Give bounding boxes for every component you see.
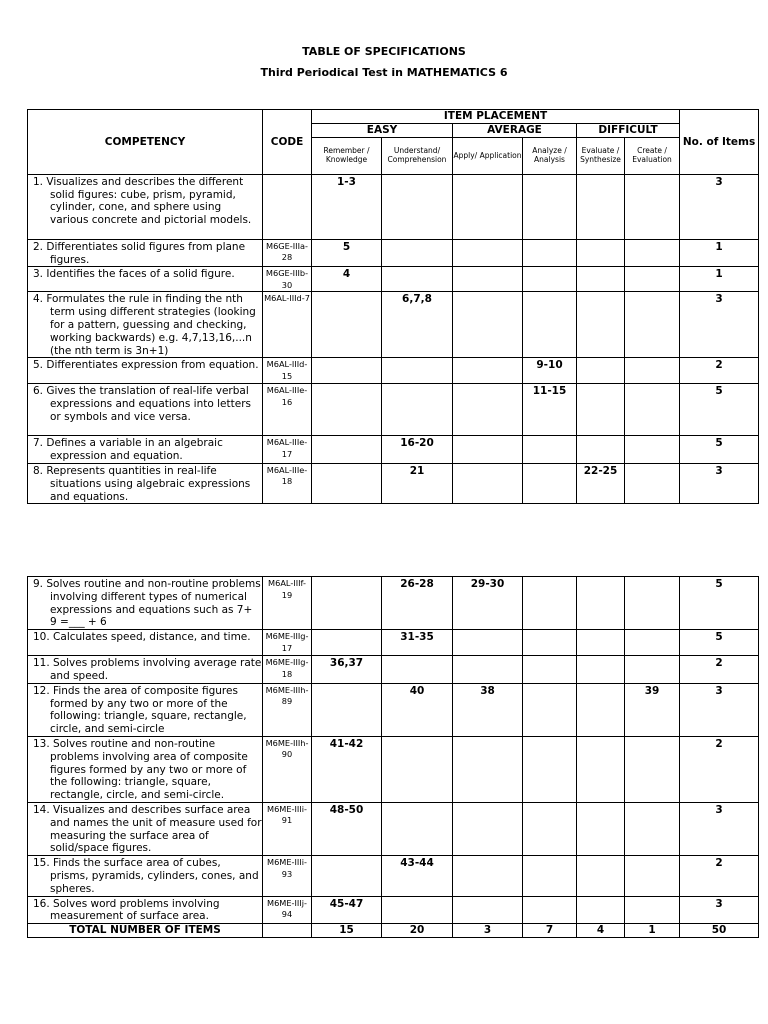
items-cell: 5 <box>680 384 759 436</box>
totals-label: TOTAL NUMBER OF ITEMS <box>28 924 263 938</box>
difficult-header: DIFFICULT <box>577 124 680 138</box>
apply-cell <box>453 358 523 384</box>
competency-text: Gives the translation of real-life verbal expressions and equations into letters or symbols and vice versa. <box>46 385 251 423</box>
apply-cell: 38 <box>453 683 523 736</box>
code-cell: M6ME-IIIh-90 <box>263 736 312 802</box>
code-cell: M6AL-IIIf-19 <box>263 577 312 630</box>
no-items-header: No. of Items <box>680 110 759 175</box>
competency-number: 3. <box>33 268 44 281</box>
competency-number: 6. <box>33 385 44 398</box>
remember-cell <box>312 358 382 384</box>
competency-cell <box>28 384 263 436</box>
remember-cell <box>312 856 382 896</box>
competency-cell <box>28 267 263 292</box>
create-cell <box>625 267 680 292</box>
understand-cell <box>382 656 453 684</box>
table-row <box>28 630 759 656</box>
items-cell: 5 <box>680 436 759 464</box>
remember-cell <box>312 384 382 436</box>
totals-code <box>263 924 312 938</box>
analyze-cell <box>523 463 577 503</box>
understand-cell: 40 <box>382 683 453 736</box>
competency-text: Calculates speed, distance, and time. <box>53 631 251 644</box>
competency-number: 14. <box>33 803 50 816</box>
competency-number: 2. <box>33 240 44 253</box>
competency-text: Defines a variable in an algebraic expression and equation. <box>46 437 223 463</box>
competency-text: Differentiates expression from equation. <box>46 359 259 372</box>
specification-table-part-1 <box>27 109 759 504</box>
competency-text: Formulates the rule in finding the nth term using different strategies (looking for a pattern, guessing and checking, working backwards) e.g. 4,7,13,16,...n (the nth term is 3n+1) <box>46 293 256 357</box>
competency-number: 13. <box>33 737 50 750</box>
code-cell <box>263 174 312 239</box>
understand-cell <box>382 384 453 436</box>
evaluate-cell <box>577 683 625 736</box>
evaluate-cell <box>577 802 625 855</box>
items-cell: 1 <box>680 239 759 267</box>
table-row <box>28 174 759 239</box>
competency-text: Solves problems involving average rate and speed. <box>50 657 262 682</box>
remember-cell: 1-3 <box>312 174 382 239</box>
remember-cell <box>312 436 382 464</box>
create-cell <box>625 736 680 802</box>
items-cell: 5 <box>680 630 759 656</box>
apply-cell <box>453 174 523 239</box>
competency-cell <box>28 239 263 267</box>
code-cell: M6ME-IIIi-91 <box>263 802 312 855</box>
apply-cell <box>453 802 523 855</box>
evaluate-cell: 22-25 <box>577 463 625 503</box>
remember-cell: 36,37 <box>312 656 382 684</box>
competency-text: Finds the area of composite figures formed by any two or more of the following: triangle, square, rectangle, circle, and semi-circle <box>50 684 247 736</box>
evaluate-cell <box>577 436 625 464</box>
competency-number: 16. <box>33 897 50 910</box>
competency-text: Visualizes and describes surface area and names the unit of measure used for measuring the surface area of solid/space figures. <box>50 803 262 855</box>
table-row <box>28 358 759 384</box>
apply-cell <box>453 436 523 464</box>
analyze-cell <box>523 802 577 855</box>
remember-cell: 4 <box>312 267 382 292</box>
items-cell: 3 <box>680 174 759 239</box>
items-cell: 2 <box>680 656 759 684</box>
document-title: TABLE OF SPECIFICATIONS <box>302 45 466 58</box>
table-row <box>28 802 759 855</box>
create-cell <box>625 656 680 684</box>
evaluate-cell <box>577 239 625 267</box>
evaluate-cell <box>577 292 625 358</box>
competency-cell <box>28 577 263 630</box>
code-cell: M6AL-IIId-15 <box>263 358 312 384</box>
competency-cell <box>28 736 263 802</box>
understand-cell <box>382 267 453 292</box>
understand-cell <box>382 802 453 855</box>
competency-text: Represents quantities in real-life situations using algebraic expressions and equations. <box>46 464 251 503</box>
create-cell: 39 <box>625 683 680 736</box>
remember-cell <box>312 292 382 358</box>
totals-understand: 20 <box>382 924 453 938</box>
totals-analyze: 7 <box>523 924 577 938</box>
items-cell: 1 <box>680 267 759 292</box>
code-cell: M6ME-IIIh-89 <box>263 683 312 736</box>
analyze-cell <box>523 630 577 656</box>
understand-cell: 43-44 <box>382 856 453 896</box>
analyze-cell: 9-10 <box>523 358 577 384</box>
understand-cell: 26-28 <box>382 577 453 630</box>
evaluate-cell <box>577 856 625 896</box>
create-cell <box>625 292 680 358</box>
analyze-cell <box>523 174 577 239</box>
understand-cell <box>382 174 453 239</box>
evaluate-cell <box>577 656 625 684</box>
competency-number: 11. <box>33 657 50 670</box>
apply-cell: 29-30 <box>453 577 523 630</box>
totals-evaluate: 4 <box>577 924 625 938</box>
competency-text: Identifies the faces of a solid figure. <box>46 268 235 281</box>
competency-text: Solves routine and non-routine problems involving different types of numerical expressions and equations such as 7+ 9 =___ + 6 <box>46 578 261 629</box>
analyze-cell <box>523 896 577 924</box>
create-cell <box>625 463 680 503</box>
evaluate-cell <box>577 736 625 802</box>
understand-cell: 21 <box>382 463 453 503</box>
analyze-cell <box>523 736 577 802</box>
understand-cell <box>382 358 453 384</box>
items-cell: 2 <box>680 856 759 896</box>
competency-cell <box>28 436 263 464</box>
create-cell <box>625 577 680 630</box>
analyze-cell <box>523 856 577 896</box>
apply-header: Apply/ Application <box>453 137 523 174</box>
code-cell: M6AL-IIIe-18 <box>263 463 312 503</box>
understand-cell <box>382 896 453 924</box>
create-cell <box>625 630 680 656</box>
items-cell: 3 <box>680 802 759 855</box>
table-row <box>28 736 759 802</box>
competency-text: Solves word problems involving measurement of surface area. <box>50 897 220 923</box>
table-row <box>28 384 759 436</box>
create-cell <box>625 239 680 267</box>
apply-cell <box>453 656 523 684</box>
apply-cell <box>453 463 523 503</box>
competency-cell <box>28 292 263 358</box>
apply-cell <box>453 384 523 436</box>
competency-cell <box>28 856 263 896</box>
understand-header: Understand/ Comprehension <box>382 137 453 174</box>
items-cell: 3 <box>680 463 759 503</box>
competency-number: 4. <box>33 293 44 306</box>
easy-header: EASY <box>312 124 453 138</box>
analyze-cell <box>523 577 577 630</box>
create-cell <box>625 856 680 896</box>
analyze-cell <box>523 292 577 358</box>
table-row <box>28 267 759 292</box>
totals-items: 50 <box>680 924 759 938</box>
apply-cell <box>453 736 523 802</box>
document-subtitle: Third Periodical Test in MATHEMATICS 6 <box>260 66 508 79</box>
analyze-cell <box>523 683 577 736</box>
competency-number: 8. <box>33 464 44 477</box>
evaluate-cell <box>577 384 625 436</box>
competency-number: 9. <box>33 578 44 590</box>
evaluate-cell <box>577 630 625 656</box>
code-cell: M6AL-IIId-7 <box>263 292 312 358</box>
items-cell: 5 <box>680 577 759 630</box>
competency-number: 10. <box>33 631 50 644</box>
competency-number: 5. <box>33 359 44 372</box>
code-header: CODE <box>263 110 312 175</box>
competency-text: Differentiates solid figures from plane figures. <box>46 240 246 266</box>
analyze-cell: 11-15 <box>523 384 577 436</box>
items-cell: 3 <box>680 683 759 736</box>
apply-cell <box>453 267 523 292</box>
competency-cell <box>28 683 263 736</box>
code-cell: M6ME-IIIg-17 <box>263 630 312 656</box>
competency-header: COMPETENCY <box>28 110 263 175</box>
items-cell: 3 <box>680 292 759 358</box>
competency-cell <box>28 896 263 924</box>
totals-create: 1 <box>625 924 680 938</box>
table-row <box>28 656 759 684</box>
evaluate-cell <box>577 174 625 239</box>
competency-text: Solves routine and non-routine problems involving area of composite figures formed by any two or more of the following: triangle, square, rectangle, circle, and semi-circle. <box>50 737 248 802</box>
code-cell: M6AL-IIIe-17 <box>263 436 312 464</box>
competency-cell <box>28 630 263 656</box>
remember-cell <box>312 577 382 630</box>
table-row <box>28 436 759 464</box>
apply-cell <box>453 896 523 924</box>
competency-cell <box>28 656 263 684</box>
create-cell <box>625 896 680 924</box>
competency-number: 1. <box>33 175 44 188</box>
competency-cell <box>28 358 263 384</box>
evaluate-cell <box>577 267 625 292</box>
competency-number: 7. <box>33 437 44 450</box>
average-header: AVERAGE <box>453 124 577 138</box>
items-cell: 2 <box>680 358 759 384</box>
competency-cell <box>28 463 263 503</box>
remember-cell: 48-50 <box>312 802 382 855</box>
totals-remember: 15 <box>312 924 382 938</box>
remember-cell: 41-42 <box>312 736 382 802</box>
code-cell: M6AL-IIIe-16 <box>263 384 312 436</box>
competency-cell <box>28 802 263 855</box>
apply-cell <box>453 856 523 896</box>
create-cell <box>625 802 680 855</box>
evaluate-cell <box>577 896 625 924</box>
understand-cell <box>382 736 453 802</box>
table-row <box>28 292 759 358</box>
table-row <box>28 577 759 630</box>
evaluate-cell <box>577 358 625 384</box>
understand-cell: 16-20 <box>382 436 453 464</box>
competency-number: 15. <box>33 857 50 870</box>
analyze-cell <box>523 239 577 267</box>
table-row <box>28 463 759 503</box>
analyze-header: Analyze / Analysis <box>523 137 577 174</box>
code-cell: M6ME-IIIj-94 <box>263 896 312 924</box>
table-row <box>28 896 759 924</box>
competency-text: Finds the surface area of cubes, prisms, pyramids, cylinders, cones, and spheres. <box>50 857 259 895</box>
competency-number: 12. <box>33 684 50 697</box>
item-placement-header: ITEM PLACEMENT <box>312 110 680 124</box>
analyze-cell <box>523 656 577 684</box>
evaluate-header: Evaluate / Synthesize <box>577 137 625 174</box>
remember-cell <box>312 630 382 656</box>
remember-cell: 45-47 <box>312 896 382 924</box>
remember-cell <box>312 463 382 503</box>
create-cell <box>625 384 680 436</box>
specification-table-part-2 <box>27 576 759 938</box>
apply-cell <box>453 239 523 267</box>
apply-cell <box>453 292 523 358</box>
analyze-cell <box>523 267 577 292</box>
analyze-cell <box>523 436 577 464</box>
create-cell <box>625 358 680 384</box>
understand-cell <box>382 239 453 267</box>
code-cell: M6ME-IIIg-18 <box>263 656 312 684</box>
create-cell <box>625 174 680 239</box>
competency-cell <box>28 174 263 239</box>
create-cell <box>625 436 680 464</box>
code-cell: M6ME-IIIi-93 <box>263 856 312 896</box>
table-row <box>28 856 759 896</box>
create-header: Create / Evaluation <box>625 137 680 174</box>
apply-cell <box>453 630 523 656</box>
items-cell: 3 <box>680 896 759 924</box>
code-cell: M6GE-IIIa-28 <box>263 239 312 267</box>
remember-cell <box>312 683 382 736</box>
understand-cell: 31-35 <box>382 630 453 656</box>
totals-apply: 3 <box>453 924 523 938</box>
evaluate-cell <box>577 577 625 630</box>
table-row <box>28 239 759 267</box>
remember-cell: 5 <box>312 239 382 267</box>
competency-text: Visualizes and describes the different solid figures: cube, prism, pyramid, cylinder, cone, and sphere using various concrete and pictorial models. <box>46 175 252 227</box>
items-cell: 2 <box>680 736 759 802</box>
remember-header: Remember / Knowledge <box>312 137 382 174</box>
table-row <box>28 683 759 736</box>
totals-row <box>28 924 759 938</box>
understand-cell: 6,7,8 <box>382 292 453 358</box>
code-cell: M6GE-IIIb-30 <box>263 267 312 292</box>
